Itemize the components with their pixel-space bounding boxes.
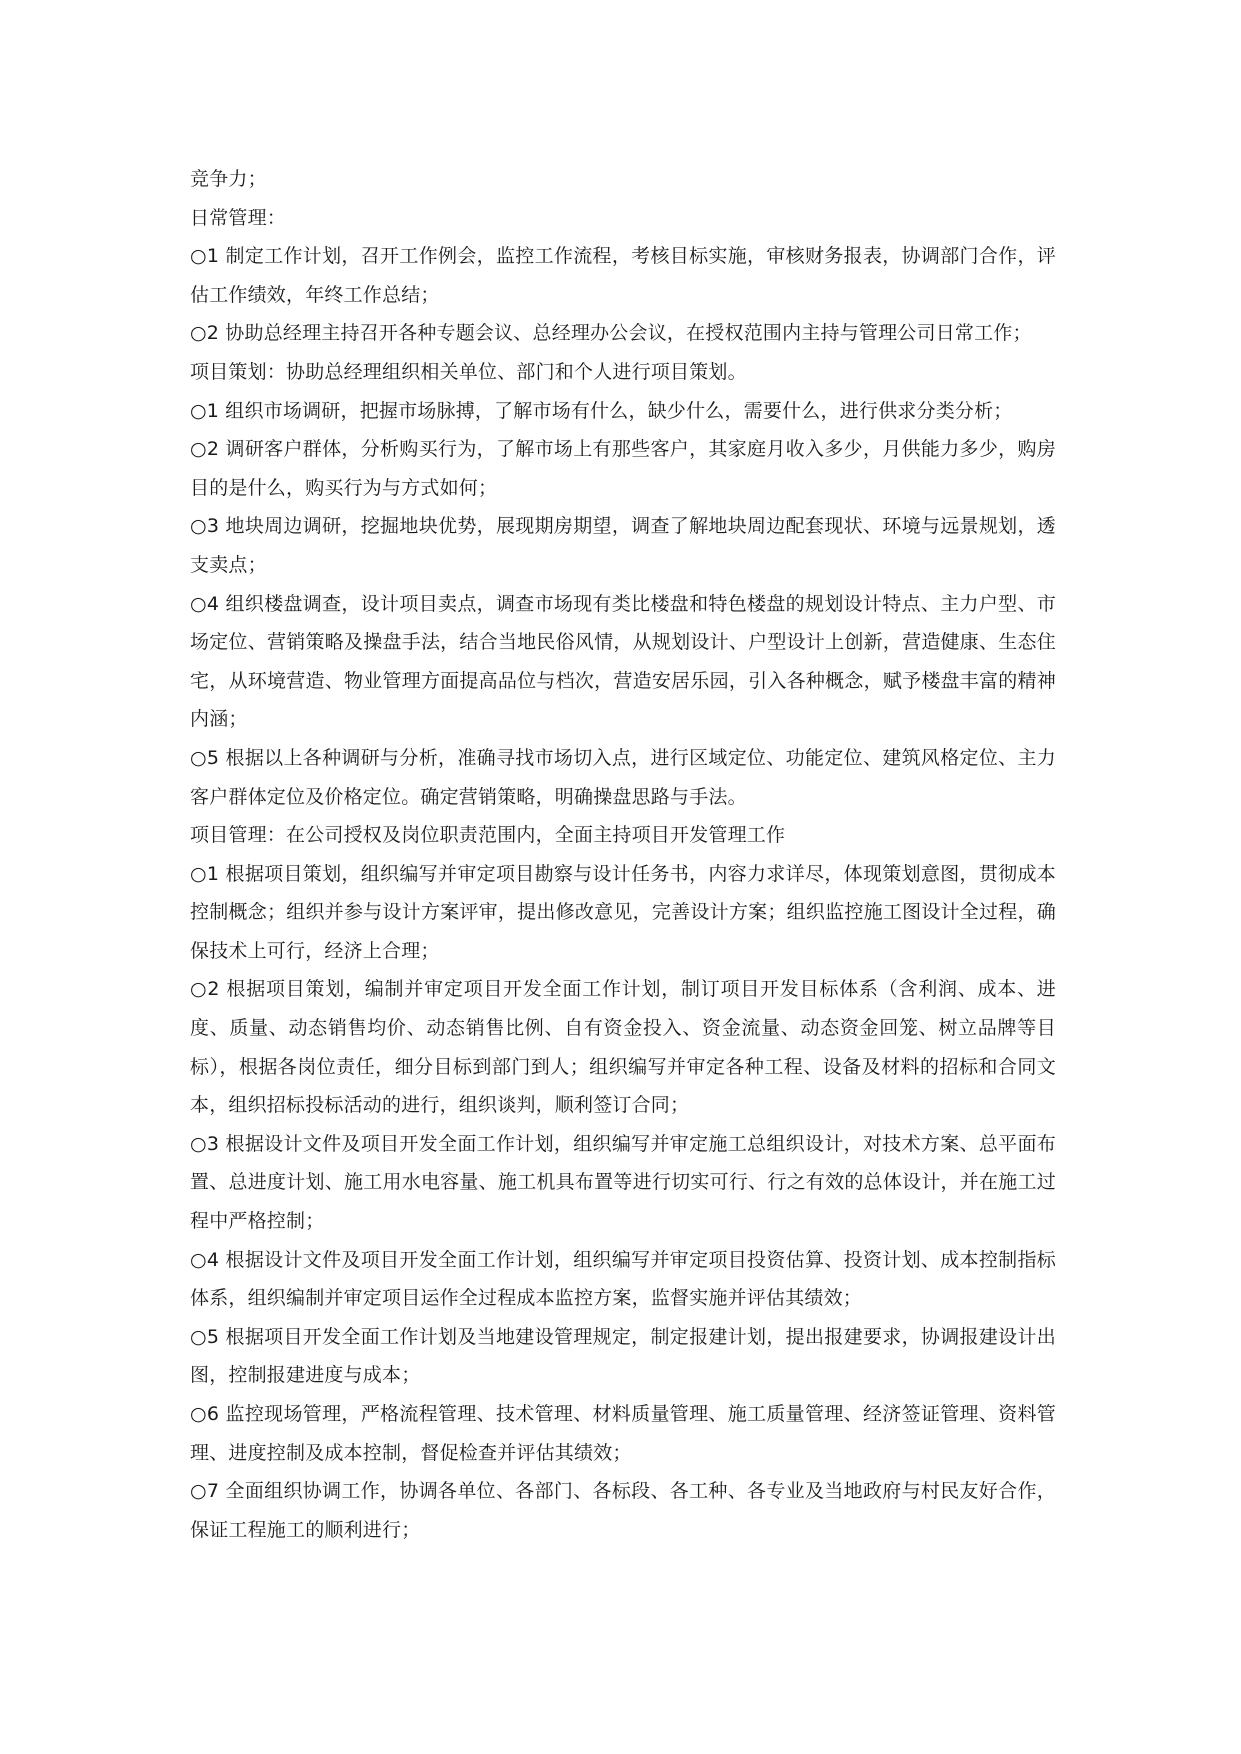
section-heading-daily-management: 日常管理： xyxy=(190,206,287,229)
list-item: ○4 根据设计文件及项目开发全面工作计划，组织编写并审定项目投资估算、投资计划、成本控制指标体系，组织编制并审定项目运作全过程成本监控方案，监督实施并评估其绩效； xyxy=(190,1248,1056,1310)
list-item: ○1 制定工作计划，召开工作例会，监控工作流程，考核目标实施，审核财务报表，协调部门合作，评估工作绩效，年终工作总结； xyxy=(190,245,1056,306)
list-item: ○3 根据设计文件及项目开发全面工作计划，组织编写并审定施工总组织设计，对技术方案、总平面布置、总进度计划、施工用水电容量、施工机具布置等进行切实可行、行之有效的总体设计，并在施工过程中严格控制； xyxy=(190,1132,1056,1233)
list-item: ○4 组织楼盘调查，设计项目卖点，调查市场现有类比楼盘和特色楼盘的规划设计特点、主力户型、市场定位、营销策略及操盘手法，结合当地民俗风情，从规划设计、户型设计上创新，营造健康、生态住宅，从环境营造、物业管理方面提高品位与档次，营造安居乐园，引入各种概念，赋予楼盘丰富的精神内涵； xyxy=(190,592,1056,731)
list-item: ○2 调研客户群体，分析购买行为，了解市场上有那些客户，其家庭月收入多少，月供能力多少，购房目的是什么，购买行为与方式如何； xyxy=(190,438,1056,499)
section-heading-project-management: 项目管理：在公司授权及岗位职责范围内，全面主持项目开发管理工作 xyxy=(190,824,786,847)
list-item: ○2 根据项目策划，编制并审定项目开发全面工作计划，制订项目开发目标体系（含利润、成本、进度、质量、动态销售均价、动态销售比例、自有资金投入、资金流量、动态资金回笼、树立品牌等目标），根据各岗位责任，细分目标到部门到人；组织编写并审定各种工程、设备及材料的招标和合同文本，组织招标投标活动的进行，组织谈判，顺利签订合同； xyxy=(190,978,1056,1117)
paragraph-continuation: 竞争力； xyxy=(190,168,267,190)
list-item: ○6 监控现场管理，严格流程管理、技术管理、材料质量管理、施工质量管理、经济签证管理、资料管理、进度控制及成本控制，督促检查并评估其绩效； xyxy=(190,1403,1056,1464)
list-item: ○3 地块周边调研，挖掘地块优势，展现期房期望，调查了解地块周边配套现状、环境与远景规划，透支卖点； xyxy=(190,515,1056,576)
list-item: ○1 根据项目策划，组织编写并审定项目勘察与设计任务书，内容力求详尽，体现策划意图，贯彻成本控制概念；组织并参与设计方案评审，提出修改意见，完善设计方案；组织监控施工图设计全过程，确保技术上可行，经济上合理； xyxy=(190,862,1056,962)
list-item: ○5 根据项目开发全面工作计划及当地建设管理规定，制定报建计划，提出报建要求，协调报建设计出图，控制报建进度与成本； xyxy=(190,1325,1056,1387)
list-item: ○7 全面组织协调工作，协调各单位、各部门、各标段、各工种、各专业及当地政府与村民友好合作，保证工程施工的顺利进行； xyxy=(190,1480,1056,1541)
document-body xyxy=(190,160,1056,1549)
list-item: ○1 组织市场调研，把握市场脉搏，了解市场有什么，缺少什么，需要什么，进行供求分类分析； xyxy=(190,399,1013,422)
list-item: ○2 协助总经理主持召开各种专题会议、总经理办公会议，在授权范围内主持与管理公司日常工作； xyxy=(190,322,1032,345)
section-heading-project-planning: 项目策划：协助总经理组织相关单位、部门和个人进行项目策划。 xyxy=(190,360,747,383)
list-item: ○5 根据以上各种调研与分析，准确寻找市场切入点，进行区域定位、功能定位、建筑风格定位、主力客户群体定位及价格定位。确定营销策略，明确操盘思路与手法。 xyxy=(190,746,1056,808)
